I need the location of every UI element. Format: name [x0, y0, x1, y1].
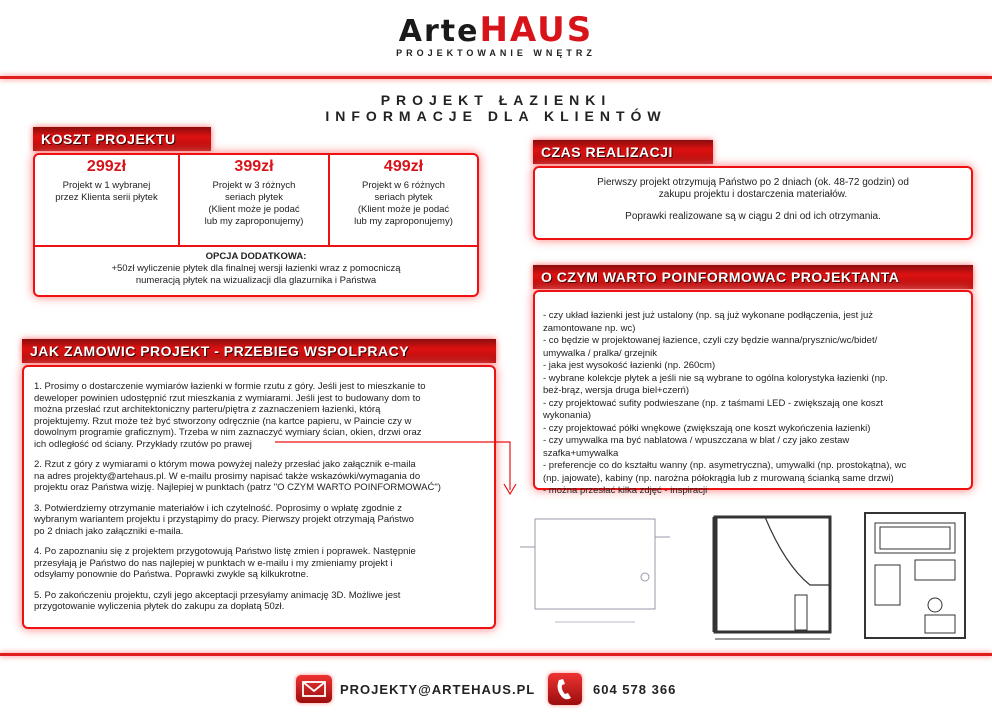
info-item: zamontowane np. wc) [543, 322, 636, 334]
info-item: wykonania) [543, 410, 592, 421]
step4-line: 4. Po zapoznaniu się z projektem przygotowują Państwo listę zmien i poprawek. Następnie [34, 546, 416, 557]
step3-line: wybranym wariantem projektu i przystąpimy do pracy. Pierwszy projekt otrzymają Państwo [34, 514, 414, 525]
step4-line: przesyłają je Państwo do nas najlepiej w punktach w e-mailu i my zmieniamy projekt i [34, 557, 393, 569]
info-item: - wybrane kolekcje płytek a jeśli nie są wybrane to ogólna kolorystyka łazienki (np. [543, 372, 888, 384]
step1-line: projektujemy. Rzut może też być stworzony odręcznie (na kartce papieru, w Paincie czy w [34, 415, 412, 427]
price-2-desc4: lub my zaproponujemy) [204, 216, 304, 227]
tagline: PROJEKTOWANIE WNĘTRZ [396, 48, 596, 58]
czas-line1: Pierwszy projekt otrzymują Państwo po 2 dniach (ok. 48-72 godzin) od [597, 177, 909, 188]
logo-haus: HAUS [479, 10, 594, 50]
info-item: - czy układ łazienki jest już ustalony (np. są już wykonane podłączenia, jest już [543, 310, 874, 321]
price-1: 299zł [86, 158, 127, 175]
info-item: - preferencje co do kształtu wanny (np. asymetryczna), umywalki (np. prostokątna), wc [543, 460, 907, 471]
opcja-dodatkowa [35, 251, 477, 287]
pointer-arrow [270, 420, 530, 500]
header [0, 0, 992, 78]
info-item: beż-brąz, wersja druga biel+czerń) [543, 385, 689, 396]
info-item: - czy umywalka ma być nablatowa / wpuszczana w blat / czy jako zestaw [543, 435, 850, 446]
price-2-desc2: seriach płytek [224, 192, 284, 203]
step1-line: ich odległość od ściany. Przykłady rzutów po prawej [34, 438, 252, 450]
step3-line: 3. Potwierdziemy otrzymanie materiałów i ich czytelność. Poprosimy o wpłatę zgodnie z [34, 502, 403, 514]
phone-icon [548, 673, 582, 705]
czas-heading: CZAS REALIZACJI [533, 140, 713, 164]
step-3 [34, 503, 484, 538]
step1-line: można przesłać rzut architektoniczny parteru/piętra z zaznaczeniem łazienki, którą [34, 404, 381, 415]
step2-line: na adres projekty@artehaus.pl. W e-mailu prosimy napisać także wskazówki/wymagania do [34, 470, 421, 482]
bottom-divider [0, 653, 992, 656]
divider [35, 245, 477, 247]
price-option-3 [330, 155, 477, 245]
step5-line: 5. Po zakończeniu projektu, czyli jego akceptacji przesyłamy animację 3D. Możliwe jest [34, 589, 401, 601]
price-option-2 [180, 155, 328, 245]
price-1-desc2: przez Klienta serii płytek [55, 192, 158, 203]
price-option-1 [35, 155, 178, 245]
info-item: szafka+umywalka [543, 447, 619, 459]
price-3: 499zł [383, 158, 424, 175]
info-item: - co będzie w projektowanej łazience, czyli czy będzie wanna/prysznic/wc/bidet/ [543, 335, 878, 346]
page-title-line2: INFORMACJE DLA KLIENTÓW [325, 108, 667, 124]
step1-line: dowolnym programie graficznym). Trzeba w nim zaznaczyć wymiary ścian, okien, drzwi oraz [34, 427, 422, 438]
opcja-line1: +50zł wyliczenie płytek dla finalnej wersji łazienki wraz z pomocniczą [111, 263, 401, 274]
info-box [533, 290, 973, 496]
info-item: (np. jajowate), kabiny (np. narożna półokrągła lub z murowaną ścianką same drzwi) [543, 472, 894, 484]
koszt-box [33, 153, 479, 297]
step5-line: przygotowanie wyliczenia płytek do zakupu za dopłatą 50zł. [34, 601, 285, 612]
info-heading: O CZYM WARTO POINFORMOWAC PROJEKTANTA [533, 265, 973, 289]
price-3-desc2: seriach płytek [374, 192, 433, 203]
price-2-desc: Projekt w 3 różnych [212, 180, 296, 191]
step2-line: projektu oraz Państwa wizję. Najlepiej w punktach (patrz "O CZYM WARTO POINFORMOWAĆ") [34, 482, 441, 493]
price-1-desc: Projekt w 1 wybranej [62, 180, 151, 191]
page-title-line1: PROJEKT ŁAZIENKI [380, 92, 612, 108]
step3-line: po 2 dniach jako załączniki e-maila. [34, 525, 184, 537]
email-link[interactable]: PROJEKTY@ARTEHAUS.PL [340, 682, 536, 697]
page-title [0, 92, 992, 124]
info-item: - jaka jest wysokość łazienki (np. 260cm) [543, 360, 716, 371]
info-item: - czy projektować sufity podwieszane (np. z taśmami LED - zwiększają one koszt [543, 397, 884, 409]
price-2: 399zł [234, 158, 274, 175]
czas-line2: zakupu projektu i dostarczenia materiałów. [658, 189, 848, 200]
czas-text [535, 168, 971, 223]
price-3-desc3: (Klient może je podać [357, 204, 450, 215]
envelope-icon [296, 675, 332, 703]
czas-line3: Poprawki realizowane są w ciągu 2 dni od ich otrzymania. [625, 211, 881, 222]
step1-line: 1. Prosimy o dostarczenie wymiarów łazienki w formie rzutu z góry. Jeśli jest to mieszkanie to [34, 381, 426, 392]
opcja-line2: numeracją płytek na wizualizacji dla glazurnika i Państwa [135, 275, 377, 286]
info-list [535, 292, 971, 498]
step-5 [34, 590, 484, 613]
koszt-heading: KOSZT PROJEKTU [33, 127, 211, 151]
step-4 [34, 546, 484, 581]
sketch-plan-3 [855, 505, 975, 645]
step1-line: deweloper powinien udostępnić rzut mieszkania z wymiarami. Jeśli jest to budowany dom to [34, 392, 421, 404]
price-2-desc3: (Klient może je podać [208, 204, 300, 215]
opcja-title: OPCJA DODATKOWA: [205, 251, 307, 262]
czas-box [533, 166, 973, 240]
price-3-desc: Projekt w 6 różnych [362, 180, 445, 191]
top-divider [0, 76, 992, 79]
step2-line: 2. Rzut z góry z wymiarami o którym mowa powyżej należy przesłać jako załącznik e-maila [34, 459, 416, 470]
sketch-plan-2 [690, 505, 840, 645]
logo-arte: Arte [398, 14, 480, 49]
sketch-plan-1 [515, 507, 675, 637]
step4-line: odsyłamy ponownie do Państwa. Poprawki zwykle są kilkukrotne. [34, 569, 309, 580]
price-3-desc4: lub my zaproponujemy) [354, 216, 453, 227]
logo [0, 10, 992, 50]
info-item: - czy projektować półki wnękowe (zwiększają one koszt wykończenia łazienki) [543, 422, 871, 434]
info-item: - można przesłać kilka zdjęć - inspiracji [543, 485, 708, 496]
zamow-heading: JAK ZAMOWIC PROJEKT - PRZEBIEG WSPOLPRACY [22, 339, 496, 363]
phone-number[interactable]: 604 578 366 [593, 682, 677, 697]
info-item: umywalka / pralka/ grzejnik [543, 347, 658, 359]
